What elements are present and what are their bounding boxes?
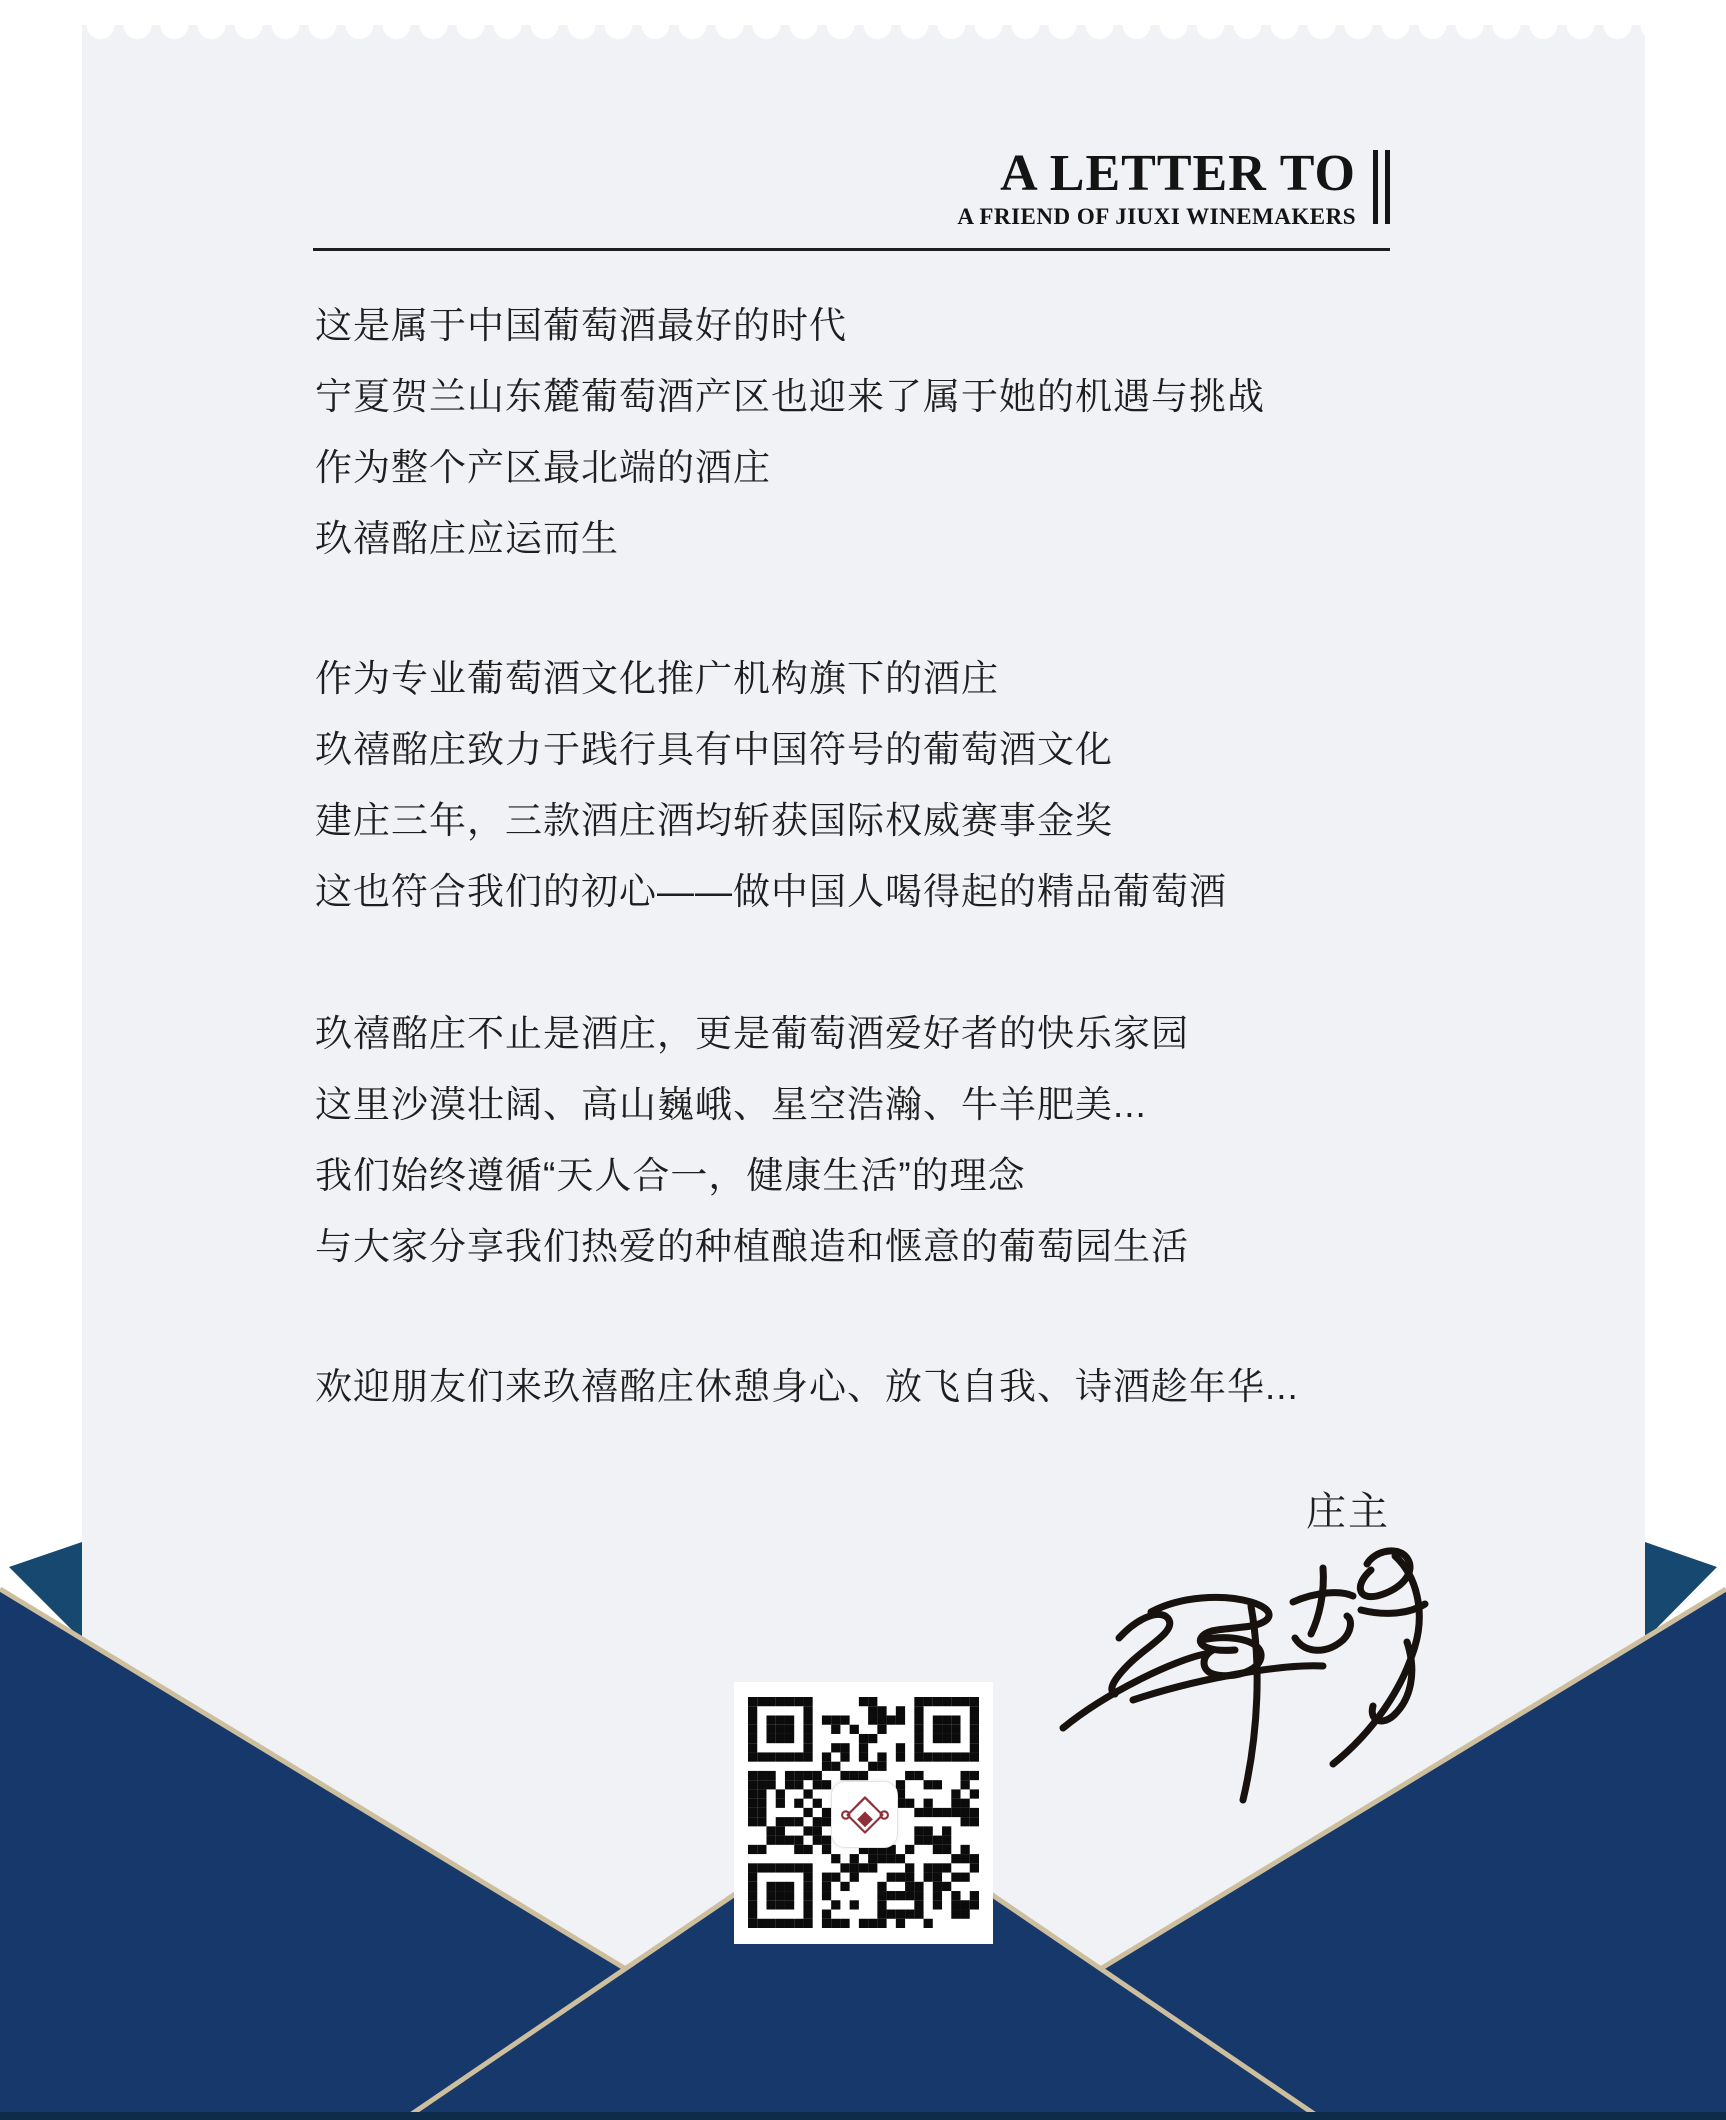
letter-line: 与大家分享我们热爱的种植酿造和惬意的葡萄园生活	[315, 1226, 1189, 1267]
letter-header	[957, 145, 1390, 230]
jiuxi-diamond-logo	[831, 1781, 898, 1848]
letter-line: 玖禧酩庄不止是酒庄，更是葡萄酒爱好者的快乐家园	[315, 1013, 1189, 1054]
header-divider	[313, 248, 1390, 251]
header-subtitle: A FRIEND OF JIUXI WINEMAKERS	[957, 204, 1356, 229]
paragraph-3	[315, 998, 1189, 1282]
letter-line: 欢迎朋友们来玖禧酩庄休憩身心、放飞自我、诗酒趁年华...	[315, 1366, 1299, 1407]
letter-line: 这也符合我们的初心——做中国人喝得起的精品葡萄酒	[315, 871, 1227, 912]
letter-line: 玖禧酩庄应运而生	[315, 518, 619, 559]
letter-line: 我们始终遵循“天人合一，健康生活”的理念	[315, 1155, 1026, 1196]
paragraph-1	[315, 290, 1265, 574]
letter-line: 建庄三年，三款酒庄酒均斩获国际权威赛事金奖	[315, 800, 1113, 841]
signoff-role: 庄主	[1306, 1490, 1390, 1534]
letter-line: 这是属于中国葡萄酒最好的时代	[315, 305, 847, 346]
letter-line: 作为整个产区最北端的酒庄	[315, 447, 771, 488]
header-title: A LETTER TO	[1000, 145, 1356, 202]
paragraph-2	[315, 643, 1227, 927]
qr-card	[734, 1682, 993, 1944]
double-bar-icon	[1373, 150, 1390, 224]
letter-line: 这里沙漠壮阔、高山巍峨、星空浩瀚、牛羊肥美...	[315, 1084, 1147, 1125]
letter-line: 玖禧酩庄致力于践行具有中国符号的葡萄酒文化	[315, 729, 1113, 770]
signature-image	[1055, 1542, 1435, 1822]
paragraph-4	[315, 1351, 1299, 1422]
letter-line: 作为专业葡萄酒文化推广机构旗下的酒庄	[315, 658, 999, 699]
letter-line: 宁夏贺兰山东麓葡萄酒产区也迎来了属于她的机遇与挑战	[315, 376, 1265, 417]
